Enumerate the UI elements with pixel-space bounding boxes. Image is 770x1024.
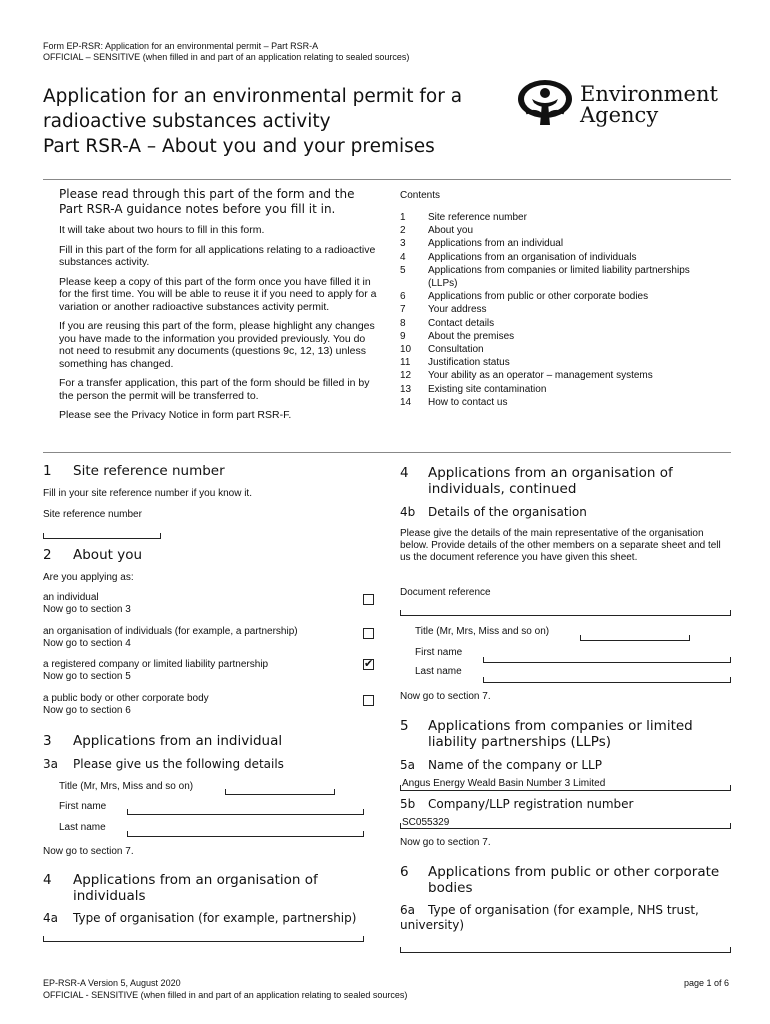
section-6-heading — [400, 864, 719, 896]
contents-item-number: 11 — [400, 357, 411, 369]
section-number: 5 — [400, 718, 409, 734]
contents-item — [400, 330, 720, 343]
tree-person-icon — [516, 79, 574, 129]
intro-heading — [59, 187, 379, 217]
organisation-type-input[interactable] — [43, 933, 364, 942]
title-label: Title (Mr, Mrs, Miss and so on) — [59, 781, 194, 792]
section-1-instruction: Fill in your site reference number if you know it. — [43, 488, 252, 499]
document-reference-label: Document reference — [400, 587, 491, 598]
footer-version: EP-RSR-A Version 5, August 2020 — [43, 978, 181, 988]
registration-number-input[interactable] — [400, 820, 731, 829]
contents-item-number: 5 — [400, 264, 406, 276]
contents-item — [400, 303, 720, 316]
contents-item-number: 14 — [400, 396, 412, 408]
contents-item-label: About you — [428, 225, 474, 237]
contents-item — [400, 317, 720, 330]
subsection-title: Name of the company or LLP — [428, 758, 602, 772]
option-goto: Now go to section 6 — [43, 705, 131, 716]
contents-item — [400, 383, 720, 396]
option-label: an individual — [43, 592, 99, 603]
rep-first-name-label: First name — [415, 647, 463, 658]
contents-item-number: 8 — [400, 317, 406, 329]
classification-header: OFFICIAL – SENSITIVE (when filled in and part of an application relating to sealed sources) — [43, 52, 410, 62]
subsection-number: 4b — [400, 505, 416, 519]
section-5a-heading — [400, 758, 602, 773]
checkbox-public-body[interactable] — [363, 695, 374, 706]
section-number: 6 — [400, 864, 409, 880]
intro-heading-line-2: Part RSR-A guidance notes before you fill it in. — [59, 202, 336, 216]
title-line-1: Application for an environmental permit for a — [43, 86, 463, 107]
contents-heading: Contents — [400, 190, 441, 201]
rep-title-label: Title (Mr, Mrs, Miss and so on) — [415, 626, 550, 637]
section-title-line-1: Applications from companies or limited — [428, 718, 693, 734]
form-header-line: Form EP-RSR: Application for an environmental permit – Part RSR-A — [43, 41, 319, 51]
option-public-body — [43, 693, 209, 717]
last-name-input[interactable] — [127, 828, 364, 837]
intro-paragraph-5: For a transfer application, this part of the form should be filled in by the person the permit will be transferred to. — [59, 377, 370, 402]
intro-heading-line-1: Please read through this part of the form and the — [59, 187, 355, 201]
contents-item-number: 12 — [400, 370, 412, 382]
contents-item — [400, 224, 720, 237]
rep-title-input[interactable] — [580, 632, 690, 641]
public-body-type-input[interactable] — [400, 944, 731, 953]
section-title: About you — [73, 547, 143, 563]
contents-list — [400, 190, 720, 409]
contents-item-number: 6 — [400, 291, 406, 303]
section-4b-text: Please give the details of the main representative of the organisation below. Provide details of the other members on a separate sheet and tell us the document reference you have given this sheet. — [400, 528, 721, 563]
section-3a-heading — [43, 757, 284, 772]
rep-first-name-input[interactable] — [483, 654, 731, 663]
contents-item — [400, 356, 720, 369]
footer-classification: OFFICIAL - SENSITIVE (when filled in and part of an application relating to sealed sources) — [43, 990, 408, 1000]
contents-item — [400, 369, 720, 382]
section-3-heading — [43, 733, 282, 749]
section-title-line-1: Applications from an organisation of — [73, 872, 318, 888]
option-individual — [43, 592, 131, 616]
contents-item — [400, 237, 720, 250]
title-input[interactable] — [225, 786, 335, 795]
intro-paragraph-3: Please keep a copy of this part of the form once you have filled it in for the first time. You will be able to reuse it if you need to apply for a variation or another radioactive substances activity permit. — [59, 275, 377, 313]
subsection-number: 4a — [43, 911, 58, 925]
contents-item — [400, 290, 720, 303]
section-title-line-2: individuals, continued — [428, 481, 577, 497]
section-title-line-2: individuals — [73, 888, 146, 904]
rep-last-name-input[interactable] — [483, 674, 731, 683]
contents-item-label: Your ability as an operator – management systems — [428, 370, 653, 382]
logo-text-line-2: Agency — [580, 103, 659, 127]
section-title-line-2: bodies — [428, 880, 473, 896]
subsection-number: 5b — [400, 797, 416, 811]
contents-item-label: Consultation — [428, 344, 484, 356]
contents-item — [400, 343, 720, 356]
section-4b-heading — [400, 505, 587, 520]
section-number: 3 — [43, 733, 52, 749]
contents-item-label: How to contact us — [428, 396, 508, 408]
contents-item-number: 3 — [400, 238, 406, 250]
subsection-title-line-1: Type of organisation (for example, NHS trust, — [428, 903, 699, 917]
intro-paragraph-6: Please see the Privacy Notice in form part RSR-F. — [59, 409, 292, 421]
environment-agency-logo — [516, 79, 731, 129]
contents-item-label: About the premises — [428, 330, 515, 342]
section-4a-heading — [43, 911, 356, 926]
subsection-title: Details of the organisation — [428, 505, 587, 519]
footer-page-number: page 1 of 6 — [684, 978, 730, 988]
section-number: 1 — [43, 463, 52, 479]
first-name-input[interactable] — [127, 806, 364, 815]
option-label: an organisation of individuals (for example, a partnership) — [43, 626, 298, 637]
intro-paragraph-1: It will take about two hours to fill in this form. — [59, 224, 265, 236]
page-title — [43, 84, 462, 159]
checkbox-organisation-of-individuals[interactable] — [363, 628, 374, 639]
section-title-line-2: liability partnerships (LLPs) — [428, 734, 612, 750]
subsection-title: Type of organisation (for example, partnership) — [73, 911, 357, 925]
section-5-goto: Now go to section 7. — [400, 837, 491, 848]
registration-number-value: SC055329 — [402, 817, 450, 828]
subsection-title: Company/LLP registration number — [428, 797, 634, 811]
contents-item-number: 10 — [400, 344, 412, 356]
contents-item-label: Applications from companies or limited liability partnerships (LLPs) — [428, 264, 690, 290]
first-name-label: First name — [59, 801, 107, 812]
contents-item-label: Applications from public or other corporate bodies — [428, 291, 649, 303]
contents-item-number: 4 — [400, 251, 406, 263]
title-line-3: Part RSR-A – About you and your premises — [43, 136, 435, 157]
section-5b-heading — [400, 797, 633, 812]
option-label: a registered company or limited liability partnership — [43, 659, 269, 670]
subsection-title: Please give us the following details — [73, 757, 284, 771]
rep-last-name-label: Last name — [415, 666, 462, 677]
subsection-title-line-2: university) — [400, 918, 465, 932]
contents-item — [400, 396, 720, 409]
section-4-continued-heading — [400, 465, 673, 497]
option-goto: Now go to section 3 — [43, 604, 131, 615]
contents-item-label: Justification status — [428, 357, 510, 369]
contents-item — [400, 211, 720, 224]
subsection-number: 5a — [400, 758, 415, 772]
contents-item-label: Existing site contamination — [428, 383, 547, 395]
checkbox-individual[interactable] — [363, 594, 374, 605]
section-5-heading — [400, 718, 693, 750]
contents-item-label: Site reference number — [428, 212, 527, 223]
contents-item-label: Your address — [428, 304, 487, 316]
subsection-number: 3a — [43, 757, 58, 771]
section-title-line-1: Applications from an organisation of — [428, 465, 673, 481]
last-name-label: Last name — [59, 822, 106, 833]
section-title: Applications from an individual — [73, 733, 283, 749]
contents-item-number: 7 — [400, 304, 406, 316]
section-2-question: Are you applying as: — [43, 572, 134, 583]
section-3-goto: Now go to section 7. — [43, 846, 134, 857]
section-2-heading — [43, 547, 142, 563]
section-1-heading — [43, 463, 225, 479]
site-reference-input[interactable] — [43, 530, 161, 539]
intro-text — [59, 187, 379, 422]
checkbox-registered-company[interactable]: ✔ — [364, 658, 374, 670]
site-reference-label: Site reference number — [43, 509, 142, 520]
section-title-line-1: Applications from public or other corporate — [428, 864, 720, 880]
section-number: 2 — [43, 547, 52, 563]
option-goto: Now go to section 4 — [43, 638, 131, 649]
document-reference-input[interactable] — [400, 607, 731, 616]
contents-item-label: Contact details — [428, 317, 495, 329]
contents-item-label: Applications from an organisation of individuals — [428, 251, 637, 263]
option-label: a public body or other corporate body — [43, 693, 209, 704]
section-4b-goto: Now go to section 7. — [400, 691, 491, 702]
contents-item-label: Applications from an individual — [428, 238, 564, 250]
option-organisation-of-individuals — [43, 626, 298, 650]
contents-item-number: 9 — [400, 330, 406, 342]
section-4-heading — [43, 872, 318, 904]
contents-item-number: 13 — [400, 383, 412, 395]
intro-paragraph-2: Fill in this part of the form for all applications relating to a radioactive substances activity. — [59, 243, 376, 268]
subsection-number: 6a — [400, 903, 415, 917]
contents-items — [400, 211, 720, 409]
contents-item — [400, 264, 720, 290]
section-title: Site reference number — [73, 463, 225, 479]
section-number: 4 — [400, 465, 409, 481]
section-6a-heading — [400, 903, 699, 933]
intro-paragraph-4: If you are reusing this part of the form, please highlight any changes you have made to the information you provided previously. You do not need to resubmit any documents (questions 9c, 12, 13) unless something has changed. — [59, 320, 375, 370]
option-registered-company — [43, 659, 268, 683]
title-line-2: radioactive substances activity — [43, 111, 331, 132]
contents-item-number: 2 — [400, 225, 406, 237]
contents-item-number: 1 — [400, 212, 406, 223]
option-goto: Now go to section 5 — [43, 671, 131, 682]
company-name-value: Angus Energy Weald Basin Number 3 Limited — [402, 778, 606, 789]
section-number: 4 — [43, 872, 52, 888]
contents-item — [400, 251, 720, 264]
logo-text-line-1: Environment — [580, 82, 718, 106]
